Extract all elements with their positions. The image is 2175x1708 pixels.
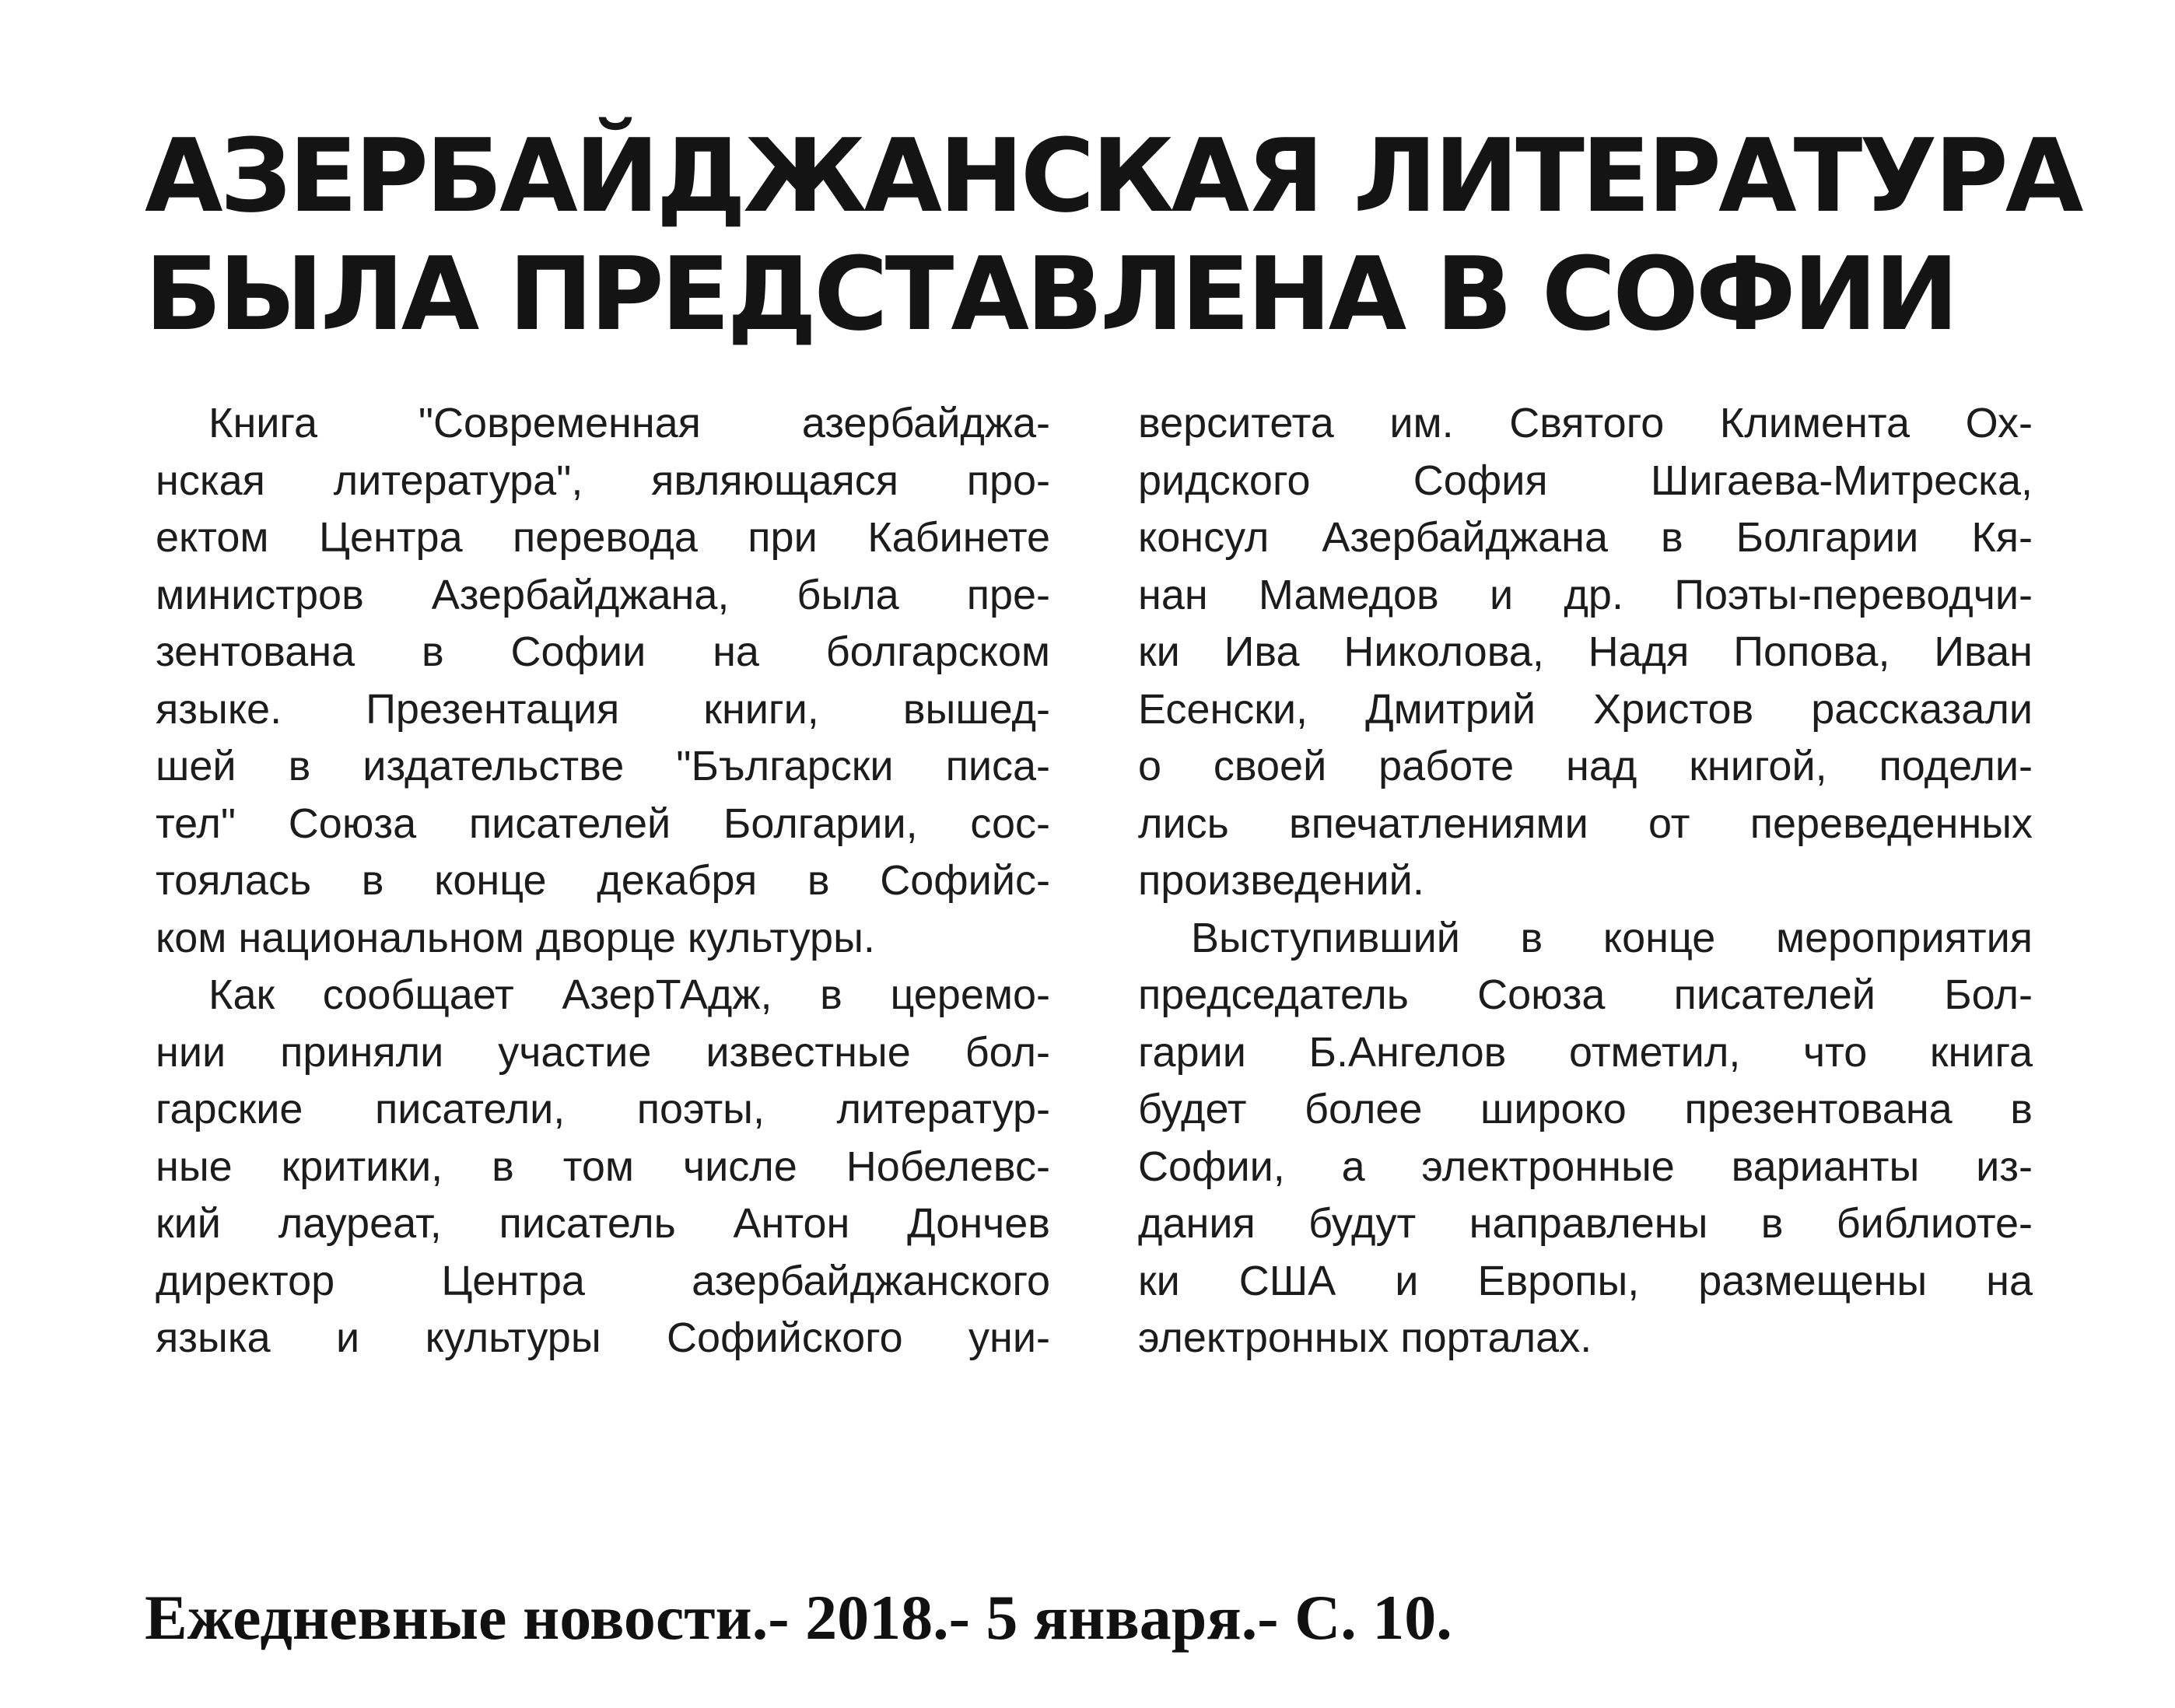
text-line: тоялась в конце декабря в Софийс- [156,857,1050,904]
text-line: ные критики, в том числе Нобелевс- [156,1143,1050,1190]
text-line: Как сообщает АзерТАдж, в церемо- [208,971,1050,1018]
article-column-left [156,395,1050,1367]
text-line: языка и культуры Софийского уни- [156,1314,1050,1361]
text-line: Выступивший в конце мероприятия [1191,914,2033,961]
headline-line: АЗЕРБАЙДЖАНСКАЯ ЛИТЕРАТУРА [145,117,2081,235]
article-headline [145,117,2081,353]
text-line: министров Азербайджана, была пре- [156,571,1050,618]
text-line: нии приняли участие известные бол- [156,1028,1050,1076]
text-line: нан Мамедов и др. Поэты-переводчи- [1138,571,2033,618]
text-line: шей в издательстве "Български писа- [156,743,1050,789]
text-line: тел" Союза писателей Болгарии, сос- [156,800,1050,847]
article-column-right [1138,395,2033,1367]
text-line: председатель Союза писателей Бол- [1138,971,2033,1018]
text-line: зентована в Софии на болгарском [156,628,1050,675]
text-line: ки США и Европы, размещены на [1138,1257,2033,1304]
source-citation: Ежедневные новости.- 2018.- 5 января.- С. 10. [145,1582,1452,1653]
text-line: гарские писатели, поэты, литератур- [156,1086,1050,1132]
text-line: ком национальном дворце культуры. [156,914,875,961]
text-line: дания будут направлены в библиоте- [1138,1200,2033,1247]
text-line: электронных порталах. [1138,1314,1592,1361]
text-line: верситета им. Святого Климента Ох- [1138,400,2033,446]
text-line: ектом Центра перевода при Кабинете [156,514,1050,561]
text-line: гарии Б.Ангелов отметил, что книга [1138,1028,2033,1076]
text-line: Софии, а электронные варианты из- [1138,1143,2033,1190]
text-line: произведений. [1138,857,1424,904]
text-line: лись впечатлениями от переведенных [1138,800,2033,847]
text-line: Есенски, Дмитрий Христов рассказали [1138,685,2033,733]
text-line: ридского София Шигаева-Митреска, [1138,457,2033,504]
text-line: Книга "Современная азербайджа- [208,400,1050,446]
text-line: ки Ива Николова, Надя Попова, Иван [1138,628,2033,675]
text-line: о своей работе над книгой, подели- [1138,743,2033,789]
text-line: нская литература", являющаяся про- [156,457,1050,504]
text-line: консул Азербайджана в Болгарии Кя- [1138,514,2033,561]
text-line: кий лауреат, писатель Антон Дончев [156,1200,1050,1247]
text-line: директор Центра азербайджанского [156,1257,1050,1304]
text-line: будет более широко презентована в [1138,1086,2033,1132]
text-line: языке. Презентация книги, вышед- [156,685,1050,733]
headline-line: БЫЛА ПРЕДСТАВЛЕНА В СОФИИ [145,235,1956,353]
